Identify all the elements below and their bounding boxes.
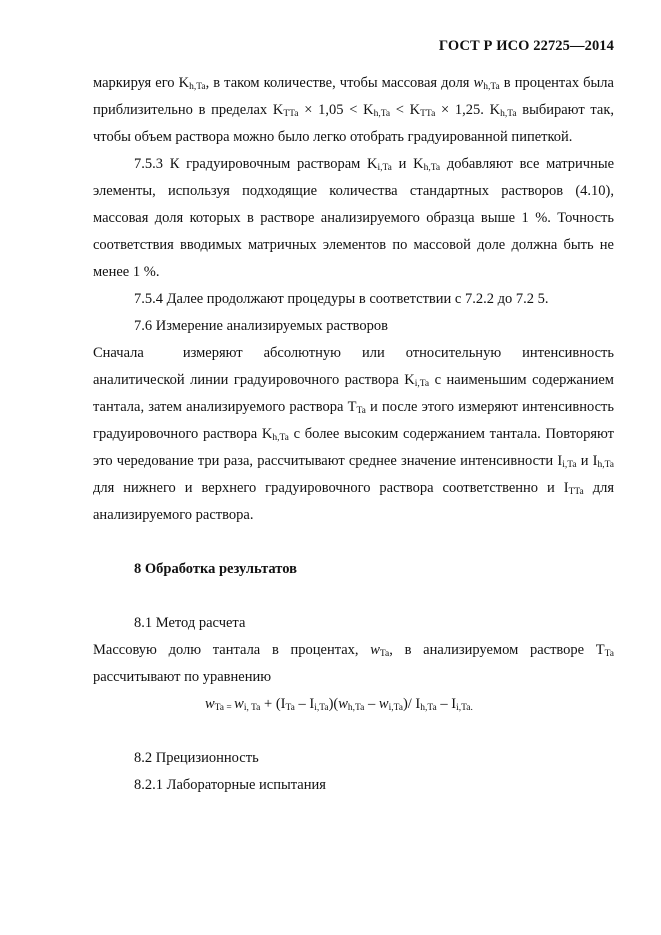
text-run: < K	[390, 102, 421, 118]
subscript: TTa	[568, 487, 584, 497]
text-run: – I	[436, 696, 457, 712]
subscript: i,Ta	[314, 703, 329, 713]
text-run: добавляют все матричные элементы, используя подходящие количества стандартных растворов (4.10), массовая доля которых в растворе анализируемого образца выше 1 %. Точность соответствия вводимых матричных элементов по массовой доле должна быть не менее 1 %.	[93, 156, 615, 280]
variable: w	[378, 696, 389, 712]
subscript: Ta	[214, 703, 225, 713]
text-run: для нижнего и верхнего градуировочного раствора соответственно и I	[93, 480, 569, 496]
subscript: h,Ta	[500, 109, 517, 119]
subscript: Ta	[604, 649, 615, 659]
text-run: в процентах была приблизительно в пределах K	[93, 75, 614, 118]
subscript: Ta	[379, 649, 390, 659]
subscript: Ta	[285, 703, 295, 713]
paragraph-7-5-4: 7.5.4 Далее продолжают процедуры в соответствии с 7.2.2 до 7.2 5.	[134, 291, 549, 307]
text-run: и K	[391, 156, 424, 172]
spacer	[93, 529, 614, 556]
equals-sign: =	[224, 703, 235, 713]
paragraph-8-1-title: 8.1 Метод расчета	[134, 615, 246, 631]
subscript: h,Ta	[420, 703, 437, 713]
subscript: i, Ta	[243, 703, 261, 713]
paragraph-7-6-title: 7.6 Измерение анализируемых растворов	[134, 318, 389, 334]
text-run: 7.5.3 К градуировочным растворам K	[134, 156, 378, 172]
paragraph-measurement	[93, 340, 614, 529]
text-run: выбирают так, чтобы объем раствора можно было легко отобрать градуированной пипеткой.	[93, 102, 614, 145]
text-run: , в таком количестве, чтобы массовая доля	[205, 75, 474, 91]
subscript: h,Ta	[347, 703, 365, 713]
spacer	[93, 583, 614, 610]
subscript: h,Ta	[272, 433, 289, 443]
variable: w	[473, 75, 484, 91]
subscript: i,Ta	[562, 460, 577, 470]
text-run: и I	[576, 453, 598, 469]
text-run: для анализируемого раствора.	[93, 480, 614, 523]
text-run: + (I	[260, 696, 286, 712]
subscript: h,Ta	[597, 460, 614, 470]
subscript: h,Ta	[483, 82, 500, 92]
section-heading: 8 Обработка результатов	[134, 561, 297, 577]
text-run: с наименьшим содержанием тантала, затем анализируемого раствора T	[93, 372, 614, 415]
variable: w	[370, 642, 380, 658]
page-body	[93, 70, 614, 799]
text-run: маркируя его K	[93, 75, 190, 91]
text-run: рассчитывают по уравнению	[93, 669, 272, 685]
subscript: h,Ta	[373, 109, 391, 119]
subscript: Ta	[356, 406, 366, 416]
subscript: i,Ta	[414, 379, 430, 389]
subscript: h,Ta	[189, 82, 206, 92]
text-run: и после этого измеряют интенсивность градуировочного раствора K	[93, 399, 614, 442]
subscript: i,Ta.	[456, 703, 473, 713]
text-run: )/ I	[402, 696, 421, 712]
variable: w	[234, 696, 244, 712]
text-run: Сначала	[93, 345, 144, 361]
paragraph-7-5-3	[93, 151, 614, 286]
text-run: – I	[294, 696, 315, 712]
subscript: TTa	[420, 109, 436, 119]
text-run: )(	[328, 696, 339, 712]
variable: w	[205, 696, 215, 712]
subscript: h,Ta	[423, 163, 441, 173]
text-run: с более высоким содержанием тантала. Повторяют это чередование три раза, рассчитывают среднее значение интенсивности I	[93, 426, 614, 469]
paragraph-8-2-1-title: 8.2.1 Лабораторные испытания	[134, 777, 326, 793]
equation	[93, 691, 614, 718]
paragraph-mass-fraction	[93, 637, 614, 691]
subscript: i,Ta	[388, 703, 403, 713]
subscript: i,Ta	[377, 163, 392, 173]
text-run: Массовую долю тантала в процентах,	[93, 642, 371, 658]
variable: w	[338, 696, 348, 712]
text-run: измеряют абсолютную или относительную интенсивность аналитической линии градуировочного раствора K	[93, 345, 614, 388]
spacer	[93, 718, 614, 745]
text-run: –	[364, 696, 379, 712]
text-run: × 1,25. K	[435, 102, 501, 118]
text-run: , в анализируемом растворе T	[389, 642, 605, 658]
text-run: × 1,05 < K	[298, 102, 374, 118]
paragraph-continuation	[93, 70, 614, 151]
subscript: TTa	[283, 109, 299, 119]
paragraph-8-2-title: 8.2 Прецизионность	[134, 750, 259, 766]
document-header: ГОСТ Р ИСО 22725—2014	[438, 38, 614, 54]
